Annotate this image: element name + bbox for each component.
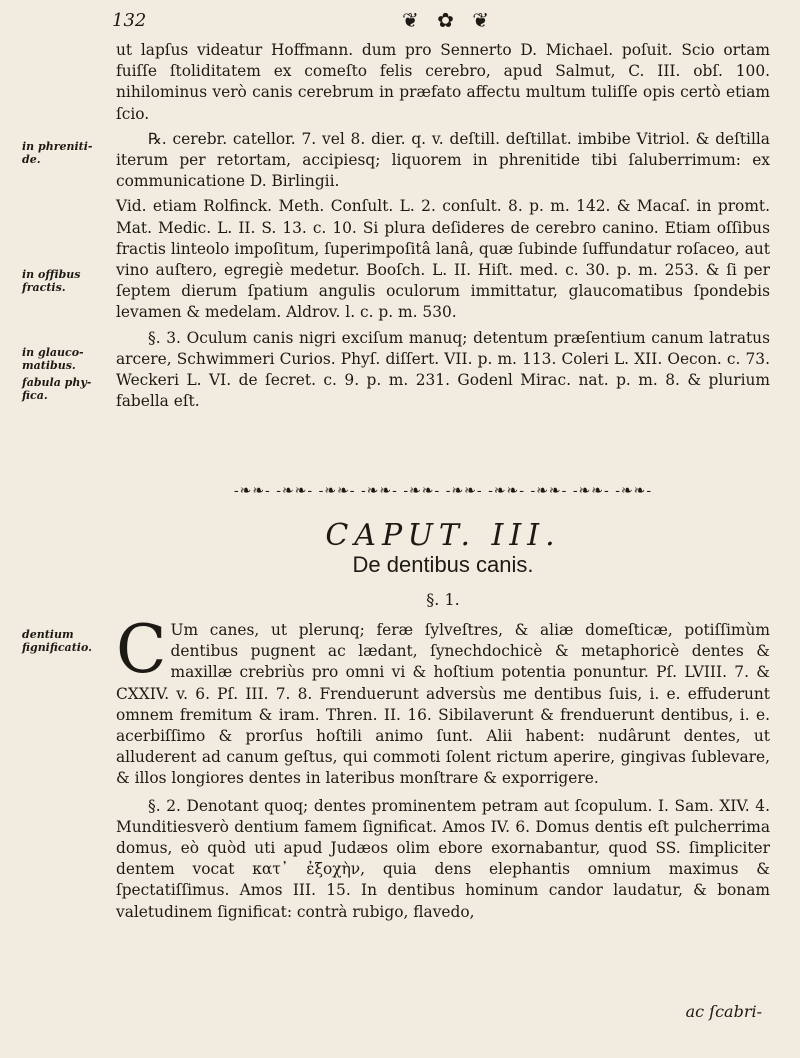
page-number: 132 — [112, 10, 147, 31]
paragraph: Vid. etiam Rolfinck. Meth. Conſult. L. 2. conſult. 8. p. m. 142. & Macaſ. in promt. Mat. Medic. L. II. S. 13. c. 10. Si plura deſideres de cerebro canino. Etiam oſſibus fractis linteolo impoſitum, ſuperimpoſitâ lanâ, quæ ſubinde ſuffundatur roſaceo, aut vino auſtero, egregiè medetur. Booſch. L. II. Hiſt. med. c. 30. p. m. 253. & ſi per ſeptem dierum ſpatium angulis oculorum immittatur, glaucomatibus ſpondebis levamen & medelam. Aldrov. l. c. p. m. 530. — [116, 197, 770, 322]
page-header — [112, 6, 772, 36]
paragraph-text: §. 2. Denotant quoq; dentes prominentem petram aut ſcopulum. I. Sam. XIV. 4. Munditiesverò dentium famem ſignificat. Amos IV. 6. Domus dentis eſt pulcherrima domus, eò quòd uti apud Judæos olim ebore exornabantur, quod SS. ſimpliciter dentem vocat κατ᾽ ἐξοχὴν, quia dens elephantis omnium maximus & ſpectatiſſimus. Amos III. 15. In dentibus hominum candor laudatur, & bonam valetudinem ſignificat: contrà rubigo, flavedo, — [116, 796, 770, 921]
text-block-chapter — [116, 611, 770, 923]
margin-note: in glauco-matibus. — [22, 346, 84, 372]
paragraph — [116, 796, 770, 923]
catchword: ac ſcabri- — [685, 1002, 762, 1021]
margin-note: in phreniti-de. — [22, 140, 93, 166]
margin-note: in offibus fractis. — [22, 268, 81, 294]
margin-note: dentium fignificatio. — [22, 628, 92, 654]
header-ornament: ❦ ✿ ❦ — [402, 8, 495, 32]
drop-cap: C — [116, 611, 167, 688]
margin-note: fabula phy-fica. — [22, 376, 92, 402]
ornamental-rule: -❧❧- -❧❧- -❧❧- -❧❧- -❧❧- -❧❧- -❧❧- -❧❧- -❧❧- -❧❧- — [233, 483, 653, 499]
paragraph — [116, 611, 770, 790]
text-block-top — [116, 40, 770, 412]
paragraph-text: Um canes, ut plerunq; feræ ſylveſtres, & aliæ domeſticæ, potiſſimùm dentibus pugnent ac lædant, ſynechdochicè & metaphoricè dentes & maxillæ crebriùs pro omni vi & hoſtium potentia ponuntur. Pſ. LVIII. 7. & CXXIV. v. 6. Pſ. III. 7. 8. Frenduerunt adversùs me dentibus ſuis, i. e. effuderunt omnem fremitum & iram. Thren. II. 16. Sibilaverunt & frenduerunt dentibus, i. e. acerbiſſimo & prorſus hoſtili animo ſunt. Alii habent: nudârunt dentes, ut alluderent ad canum geſtus, qui commoti ſolent rictum aperire, gingivas ſublevare, & illos longiores dentes in lateribus monſtrare & exporrigere. — [116, 621, 770, 788]
chapter-subtitle: De dentibus canis. — [352, 552, 534, 577]
paragraph: ut lapſus videatur Hoffmann. dum pro Sennerto D. Michael. poſuit. Scio ortam fuiſſe ſtoliditatem ex comeſto felis cerebro, apud Salmut, C. III. obſ. 100. nihilominus verò canis cerebrum in præfato affectu multum tuliſſe opis certò etiam ſcio. — [116, 41, 770, 123]
paragraph: §. 3. Oculum canis nigri exciſum manuq; detentum præſentium canum latratus arcere, Schwimmeri Curios. Phyſ. diſſert. VII. p. m. 113. Coleri L. XII. Oecon. c. 73. Weckeri L. VI. de ſecret. c. 9. p. m. 231. Godenl Mirac. nat. p. m. 8. & plurium fabella eſt. — [116, 328, 770, 411]
section-mark: §. 1. — [426, 590, 460, 609]
paragraph: ℞. cerebr. catellor. 7. vel 8. dier. q. v. deſtill. deſtillat. imbibe Vitriol. & deſtilla iterum per retortam, accipiesq; liquorem in phrenitide tibi ſaluberrimum: ex communicatione D. Birlingii. — [116, 129, 770, 191]
chapter-title: CAPUT. III. — [325, 518, 561, 553]
